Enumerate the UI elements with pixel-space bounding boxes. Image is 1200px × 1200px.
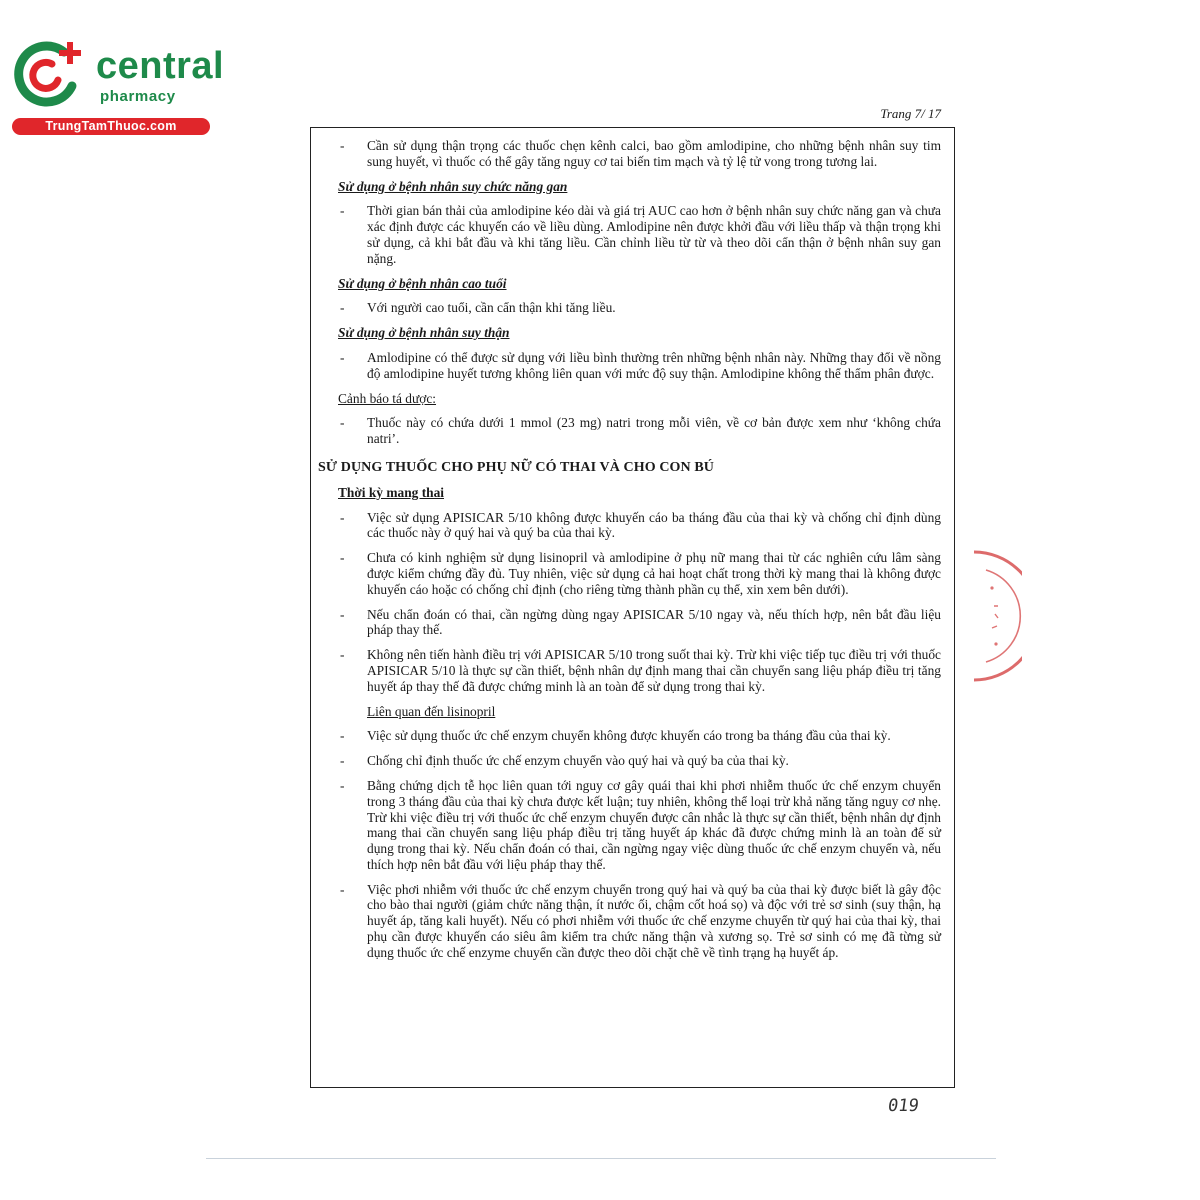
list-item: - Với người cao tuổi, cần cẩn thận khi tăng liều. — [338, 300, 941, 316]
page-number: Trang 7/ 17 — [880, 106, 941, 121]
list-item: - Cần sử dụng thận trọng các thuốc chẹn kênh calci, bao gồm amlodipine, cho những bệnh nhân suy tim sung huyết, vì thuốc có thể gây tăng nguy cơ tai biến tim mạch và tỷ lệ tử vong trong tương lai. — [338, 138, 941, 170]
heading-pregnancy-period: Thời kỳ mang thai — [338, 484, 445, 500]
list-item: - Việc sử dụng APISICAR 5/10 không được khuyến cáo ba tháng đầu của thai kỳ và chống chỉ định dùng các thuốc này ở quý hai và quý ba của thai kỳ. — [338, 510, 941, 542]
list-item: - Nếu chẩn đoán có thai, cần ngừng dùng ngay APISICAR 5/10 ngay và, nếu thích hợp, nên bắt đầu liệu pháp thay thế. — [338, 607, 941, 639]
list-item: - Amlodipine có thể được sử dụng với liều bình thường trên những bệnh nhân này. Những thay đổi về nồng độ amlodipine huyết tương không liên quan với mức độ suy thận. Amlodipine không thể thẩm phân được. — [338, 350, 941, 382]
pharmacy-cross-logo-icon — [12, 38, 90, 108]
divider — [206, 1158, 996, 1159]
heading-elderly: Sử dụng ở bệnh nhân cao tuổi — [338, 275, 507, 291]
section-title-pregnancy: SỬ DỤNG THUỐC CHO PHỤ NỮ CÓ THAI VÀ CHO CON BÚ — [318, 459, 714, 475]
heading-excipient: Cảnh báo tá dược: — [338, 390, 437, 406]
document-content — [318, 138, 941, 970]
heading-kidney: Sử dụng ở bệnh nhân suy thận — [338, 325, 510, 341]
red-seal-stamp-icon — [962, 548, 1022, 684]
logo-website-banner: TrungTamThuoc.com — [12, 118, 210, 135]
central-pharmacy-logo[interactable] — [10, 36, 225, 136]
list-item: - Việc sử dụng thuốc ức chế enzym chuyển không được khuyến cáo trong ba tháng đầu của thai kỳ. — [338, 728, 941, 744]
list-item: - Thuốc này có chứa dưới 1 mmol (23 mg) natri trong mỗi viên, về cơ bản được xem như ‘không chứa natri’. — [338, 415, 941, 447]
list-item: - Chưa có kinh nghiệm sử dụng lisinopril và amlodipine ở phụ nữ mang thai từ các nghiên cứu lâm sàng được kiểm chứng đầy đủ. Tuy nhiên, việc sử dụng cả hai hoạt chất trong thời kỳ mang thai là không được khuyến cáo hoặc có chống chỉ định (cho riêng từng thành phần cụ thể, xin xem bên dưới). — [338, 550, 941, 597]
list-item: - Thời gian bán thải của amlodipine kéo dài và giá trị AUC cao hơn ở bệnh nhân suy chức năng gan và chưa xác định được các khuyến cáo về liều dùng. Amlodipine nên được khởi đầu với liều thấp và thận trọng khi sử dụng, cả khi bắt đầu và khi tăng liều. Cần chỉnh liều từ từ và theo dõi cẩn thận ở bệnh nhân suy gan nặng. — [338, 203, 941, 266]
list-item: - Bằng chứng dịch tễ học liên quan tới nguy cơ gây quái thai khi phơi nhiễm thuốc ức chế enzym chuyển trong 3 tháng đầu của thai kỳ chưa được kết luận; tuy nhiên, không thể loại trừ khả năng tăng nguy cơ nhẹ. Trừ khi việc điều trị với thuốc ức chế enzym chuyển được cân nhắc là thực sự cần thiết, bệnh nhân dự định mang thai cần chuyển sang liệu pháp điều trị tăng huyết áp khác đã được chứng minh là an toàn để sử dụng trong thai kỳ. Nếu chẩn đoán có thai, cần ngừng ngay việc dùng thuốc ức chế enzym chuyển và, nếu thích hợp nên bắt đầu với liệu pháp thay thế. — [338, 778, 941, 873]
list-item: - Không nên tiến hành điều trị với APISICAR 5/10 trong suốt thai kỳ. Trừ khi việc tiếp tục điều trị với thuốc APISICAR 5/10 là thực sự cần thiết, bệnh nhân dự định mang thai cần chuyển sang liệu pháp điều trị tăng huyết áp thay thế đã được chứng minh là an toàn để sử dụng trong thai kỳ. — [338, 647, 941, 694]
list-item: - Việc phơi nhiễm với thuốc ức chế enzym chuyển trong quý hai và quý ba của thai kỳ được biết là gây độc cho bào thai người (giảm chức năng thận, ít nước ối, chậm cốt hoá sọ) và độc với trẻ sơ sinh (suy thận, hạ huyết áp, tăng kali huyết). Nếu có phơi nhiễm với thuốc ức chế enzyme chuyển từ quý hai của thai kỳ, thai phụ cần được khuyến cáo siêu âm kiểm tra chức năng thận và xương sọ. Trẻ sơ sinh có mẹ đã từng sử dụng thuốc ức chế enzyme chuyển cần được theo dõi chặt chẽ về tình trạng hạ huyết áp. — [338, 882, 941, 961]
heading-lisinopril: Liên quan đến lisinopril — [367, 703, 496, 719]
logo-subtitle: pharmacy — [100, 88, 176, 105]
logo-wordmark: central — [96, 45, 225, 87]
handwritten-page-mark: 019 — [886, 1096, 921, 1116]
list-item: - Chống chỉ định thuốc ức chế enzym chuyển vào quý hai và quý ba của thai kỳ. — [338, 753, 941, 769]
heading-liver: Sử dụng ở bệnh nhân suy chức năng gan — [338, 178, 568, 194]
